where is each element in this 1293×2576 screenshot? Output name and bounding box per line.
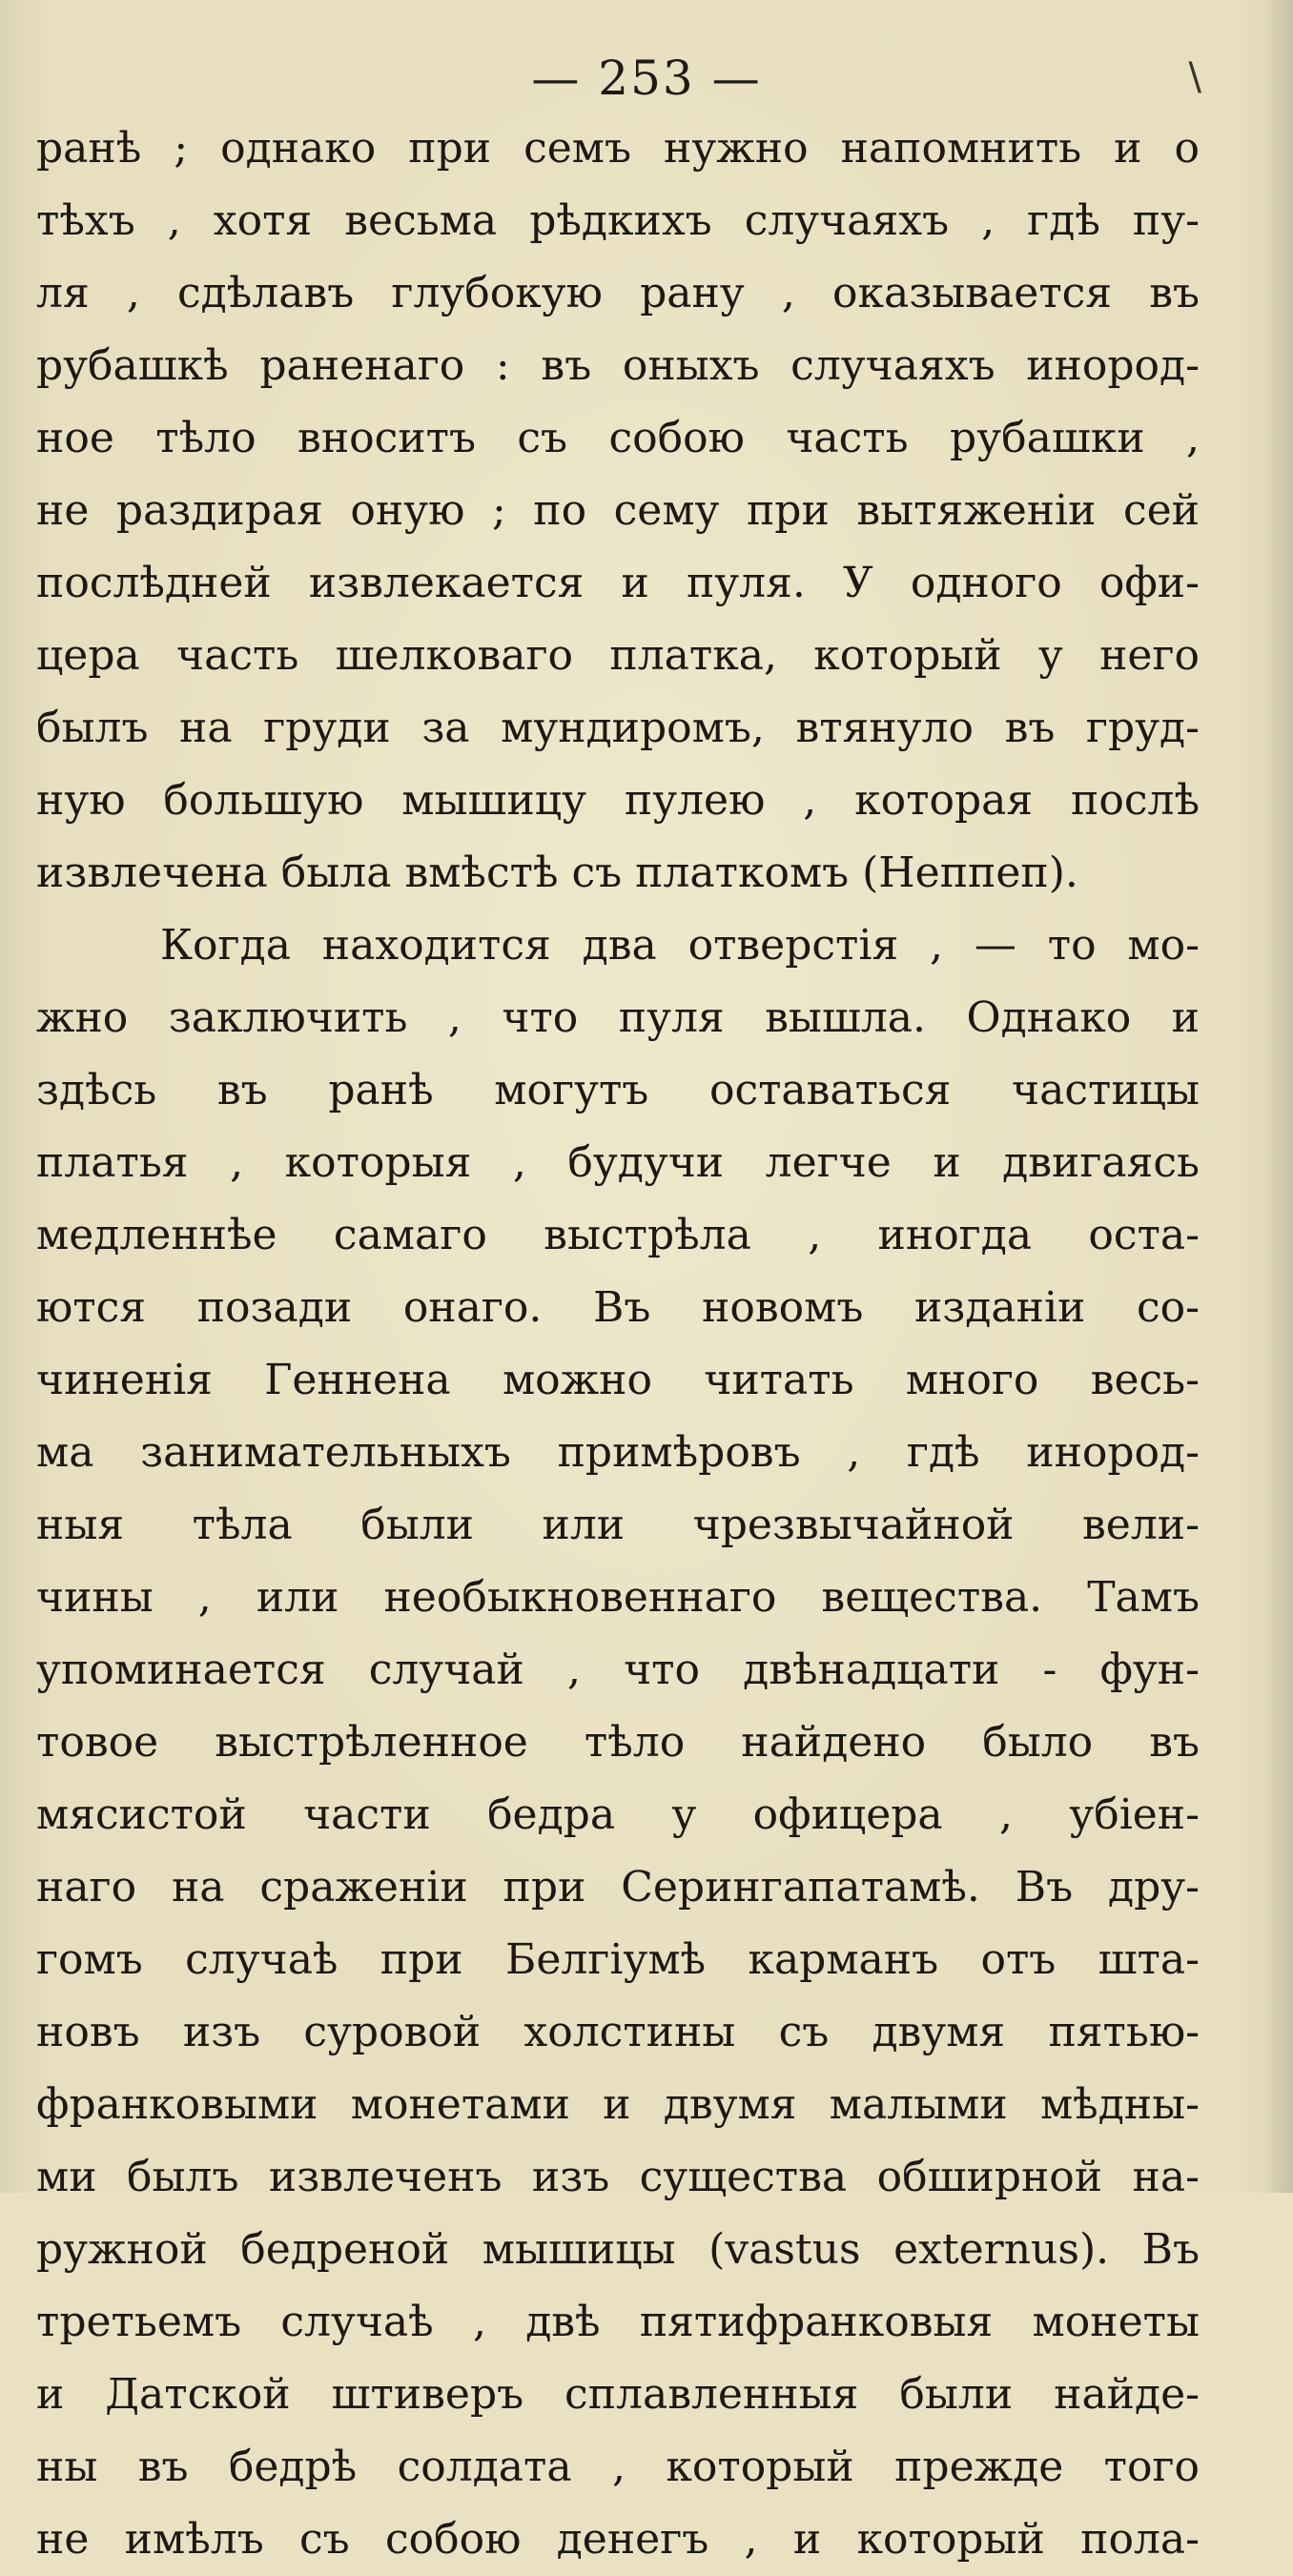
- text-line: чины , или необыкновеннаго вещества. Тамъ: [36, 1573, 1200, 1622]
- text-line: не имѣлъ съ собою денегъ , и который пола-: [36, 2515, 1200, 2564]
- text-line: франковыми монетами и двумя малыми мѣдны-: [36, 2080, 1200, 2129]
- text-line: рубашкѣ раненаго : въ оныхъ случаяхъ инород-: [36, 341, 1200, 390]
- text-line: товое выстрѣленное тѣло найдено было въ: [36, 1718, 1200, 1767]
- text-line: упоминается случай , что двѣнадцати - фун-: [36, 1646, 1200, 1694]
- text-line: ма занимательныхъ примѣровъ , гдѣ инород-: [36, 1428, 1200, 1477]
- text-line: наго на сраженіи при Серингапатамѣ. Въ дру-: [36, 1863, 1200, 1912]
- text-line: не раздирая оную ; по сему при вытяженіи сей: [36, 486, 1200, 535]
- text-line: здѣсь въ ранѣ могутъ оставаться частицы: [36, 1066, 1200, 1114]
- corner-mark: \: [1188, 55, 1201, 99]
- text-line: послѣдней извлекается и пуля. У одного офи-: [36, 559, 1200, 607]
- text-line: Когда находится два отверстія , — то мо-: [160, 921, 1200, 970]
- text-line: жно заключить , что пуля вышла. Однако и: [36, 993, 1200, 1042]
- text-line: платья , которыя , будучи легче и двигаясь: [36, 1138, 1200, 1187]
- text-line: ны въ бедрѣ солдата , который прежде того: [36, 2443, 1200, 2491]
- text-line: ружной бедреной мышицы (vastus externus). Въ: [36, 2225, 1200, 2274]
- page-number: — 253 —: [531, 51, 762, 106]
- text-line: ются позади онаго. Въ новомъ изданіи со-: [36, 1283, 1200, 1332]
- text-line: чиненія Геннена можно читать много весь-: [36, 1356, 1200, 1404]
- text-line: ранѣ ; однако при семъ нужно напомнить и о: [36, 124, 1200, 173]
- text-line: новъ изъ суровой холстины съ двумя пятью-: [36, 2008, 1200, 2056]
- text-line: тѣхъ , хотя весьма рѣдкихъ случаяхъ , гдѣ пу-: [36, 196, 1200, 245]
- text-line: третьемъ случаѣ , двѣ пятифранковыя монеты: [36, 2298, 1200, 2346]
- text-line: ми былъ извлеченъ изъ существа обширной на-: [36, 2153, 1200, 2201]
- text-line: медленнѣе самаго выстрѣла , иногда оста-: [36, 1211, 1200, 1259]
- text-line: извлечена была вмѣстѣ съ платкомъ (Неппеп).: [36, 848, 1078, 897]
- text-line: ное тѣло вноситъ съ собою часть рубашки ,: [36, 414, 1200, 462]
- page-edge-shadow: [1264, 0, 1293, 2193]
- text-line: ную большую мышицу пулею , которая послѣ: [36, 776, 1200, 825]
- text-line: гомъ случаѣ при Белгіумѣ карманъ отъ шта-: [36, 1935, 1200, 1984]
- text-line: былъ на груди за мундиромъ, втянуло въ груд-: [36, 704, 1200, 752]
- text-line: мясистой части бедра у офицера , убіен-: [36, 1790, 1200, 1839]
- text-line: цера часть шелковаго платка, который у него: [36, 631, 1200, 680]
- text-line: ныя тѣла были или чрезвычайной вели-: [36, 1501, 1200, 1549]
- body-text: [36, 112, 1200, 2576]
- text-line: ля , сдѣлавъ глубокую рану , оказывается въ: [36, 269, 1200, 317]
- text-line: и Датской штиверъ сплавленныя были найде-: [36, 2370, 1200, 2419]
